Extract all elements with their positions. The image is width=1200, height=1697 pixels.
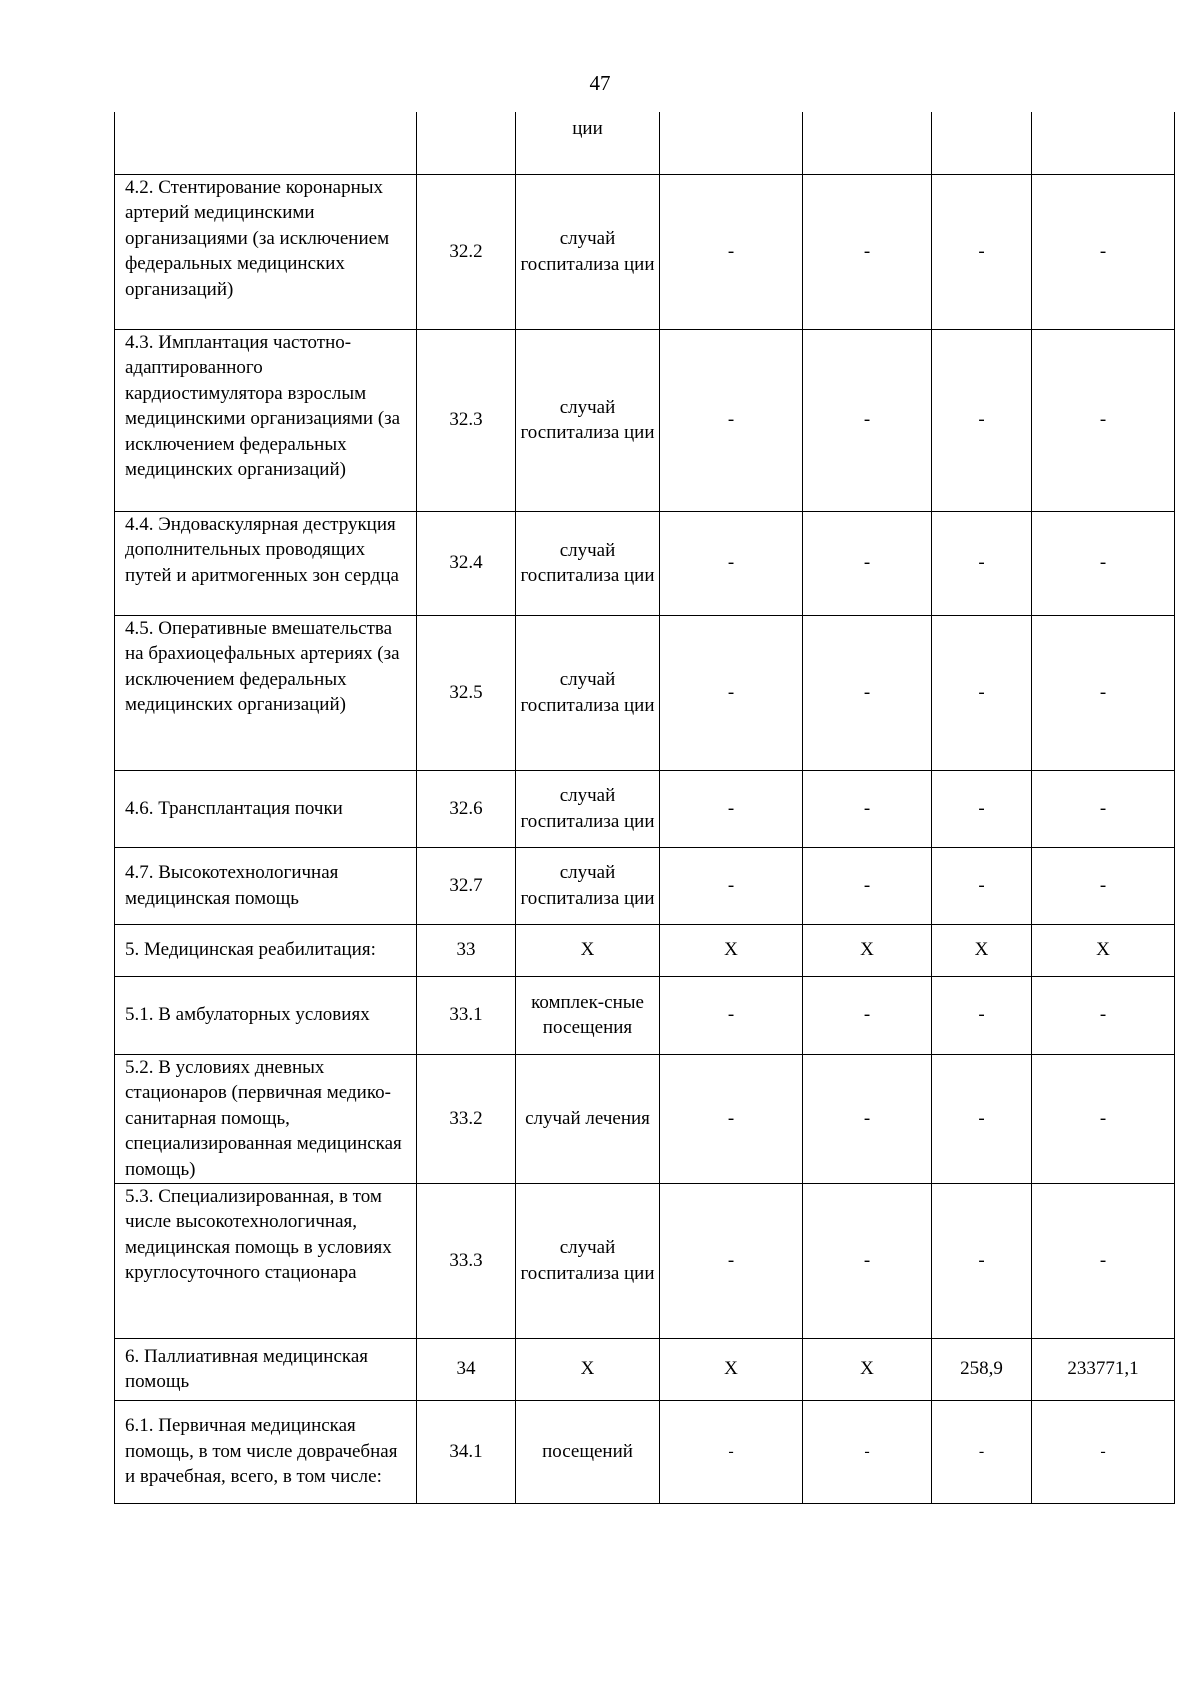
value-cell-2: - [803, 847, 932, 924]
row-name-cell: 5.2. В условиях дневных стационаров (первичная медико-санитарная помощь, специализированная медицинская помощь) [115, 1054, 417, 1183]
value-cell-3 [932, 112, 1032, 174]
row-name-cell: 6. Паллиативная медицинская помощь [115, 1338, 417, 1400]
value-cell-4: - [1032, 1054, 1175, 1183]
unit-cell: Х [516, 924, 660, 976]
table-row [115, 615, 1175, 770]
row-number-cell: 32.7 [417, 847, 516, 924]
row-number-cell: 32.5 [417, 615, 516, 770]
table-row [115, 847, 1175, 924]
value-cell-3: - [932, 615, 1032, 770]
value-cell-3: - [932, 174, 1032, 329]
value-cell-3: - [932, 847, 1032, 924]
value-cell-1: - [660, 1183, 803, 1338]
value-cell-1: Х [660, 924, 803, 976]
row-number-cell: 34.1 [417, 1400, 516, 1503]
unit-cell: посещений [516, 1400, 660, 1503]
table-row [115, 511, 1175, 615]
value-cell-3: - [932, 511, 1032, 615]
value-cell-1: - [660, 847, 803, 924]
row-name-cell: 4.2. Стентирование коронарных артерий медицинскими организациями (за исключением федеральных медицинских организаций) [115, 174, 417, 329]
value-cell-4: - [1032, 847, 1175, 924]
unit-cell: случай госпитализа ции [516, 847, 660, 924]
value-cell-2: - [803, 329, 932, 511]
unit-cell: комплек-сные посещения [516, 976, 660, 1054]
value-cell-2: - [803, 511, 932, 615]
unit-cell: случай госпитализа ции [516, 615, 660, 770]
value-cell-4: Х [1032, 924, 1175, 976]
unit-cell: случай госпитализа ции [516, 770, 660, 847]
table-row [115, 1183, 1175, 1338]
row-name-cell: 4.7. Высокотехнологичная медицинская помощь [115, 847, 417, 924]
value-cell-1: Х [660, 1338, 803, 1400]
value-cell-2: - [803, 1054, 932, 1183]
table-row [115, 329, 1175, 511]
value-cell-2: - [803, 770, 932, 847]
row-number-cell: 32.4 [417, 511, 516, 615]
value-cell-3: - [932, 976, 1032, 1054]
value-cell-1: - [660, 174, 803, 329]
value-cell-4: - [1032, 1183, 1175, 1338]
unit-cell: случай госпитализа ции [516, 329, 660, 511]
row-number-cell: 33.1 [417, 976, 516, 1054]
value-cell-2: - [803, 174, 932, 329]
value-cell-4: - [1032, 976, 1175, 1054]
table-row [115, 1400, 1175, 1503]
value-cell-4: - [1032, 511, 1175, 615]
table-row [115, 924, 1175, 976]
value-cell-2: - [803, 615, 932, 770]
table-row [115, 976, 1175, 1054]
row-number-cell: 34 [417, 1338, 516, 1400]
row-name-cell: 6.1. Первичная медицинская помощь, в том числе доврачебная и врачебная, всего, в том числе: [115, 1400, 417, 1503]
unit-cell: случай госпитализа ции [516, 174, 660, 329]
page-number: 47 [589, 71, 611, 95]
unit-cell: случай госпитализа ции [516, 511, 660, 615]
value-cell-1 [660, 112, 803, 174]
value-cell-4: 233771,1 [1032, 1338, 1175, 1400]
value-cell-2: Х [803, 924, 932, 976]
row-name-cell: 5.1. В амбулаторных условиях [115, 976, 417, 1054]
unit-cell: Х [516, 1338, 660, 1400]
table-row [115, 1054, 1175, 1183]
value-cell-3: 258,9 [932, 1338, 1032, 1400]
row-number-cell: 32.2 [417, 174, 516, 329]
row-name-cell: 4.4. Эндоваскулярная деструкция дополнительных проводящих путей и аритмогенных зон сердца [115, 511, 417, 615]
row-number-cell: 33.2 [417, 1054, 516, 1183]
value-cell-3: Х [932, 924, 1032, 976]
value-cell-4: - [1032, 329, 1175, 511]
table-row [115, 770, 1175, 847]
value-cell-3: - [932, 1054, 1032, 1183]
unit-cell: случай лечения [516, 1054, 660, 1183]
unit-cell: случай госпитализа ции [516, 1183, 660, 1338]
value-cell-4: - [1032, 770, 1175, 847]
value-cell-1: - [660, 1400, 803, 1503]
value-cell-3: - [932, 770, 1032, 847]
value-cell-3: - [932, 1400, 1032, 1503]
row-name-cell: 5.3. Специализированная, в том числе высокотехнологичная, медицинская помощь в условиях круглосуточного стационара [115, 1183, 417, 1338]
row-name-cell [115, 112, 417, 174]
unit-cell: ции [516, 112, 660, 174]
value-cell-1: - [660, 976, 803, 1054]
table-row [115, 112, 1175, 174]
table-row [115, 1338, 1175, 1400]
row-name-cell: 4.5. Оперативные вмешательства на брахиоцефальных артериях (за исключением федеральных медицинских организаций) [115, 615, 417, 770]
row-number-cell: 33 [417, 924, 516, 976]
value-cell-2: - [803, 1183, 932, 1338]
row-name-cell: 5. Медицинская реабилитация: [115, 924, 417, 976]
value-cell-2 [803, 112, 932, 174]
value-cell-4: - [1032, 615, 1175, 770]
row-name-cell: 4.3. Имплантация частотно-адаптированного кардиостимулятора взрослым медицинскими организациями (за исключением федеральных медицинских организаций) [115, 329, 417, 511]
value-cell-3: - [932, 1183, 1032, 1338]
row-name-cell: 4.6. Трансплантация почки [115, 770, 417, 847]
table-row [115, 174, 1175, 329]
value-cell-4: - [1032, 174, 1175, 329]
standards-table [114, 112, 1175, 1504]
value-cell-1: - [660, 770, 803, 847]
value-cell-4 [1032, 112, 1175, 174]
value-cell-3: - [932, 329, 1032, 511]
row-number-cell: 32.3 [417, 329, 516, 511]
row-number-cell: 33.3 [417, 1183, 516, 1338]
row-number-cell [417, 112, 516, 174]
value-cell-2: - [803, 976, 932, 1054]
value-cell-1: - [660, 511, 803, 615]
value-cell-2: Х [803, 1338, 932, 1400]
value-cell-4: - [1032, 1400, 1175, 1503]
value-cell-1: - [660, 329, 803, 511]
value-cell-1: - [660, 615, 803, 770]
value-cell-1: - [660, 1054, 803, 1183]
row-number-cell: 32.6 [417, 770, 516, 847]
value-cell-2: - [803, 1400, 932, 1503]
